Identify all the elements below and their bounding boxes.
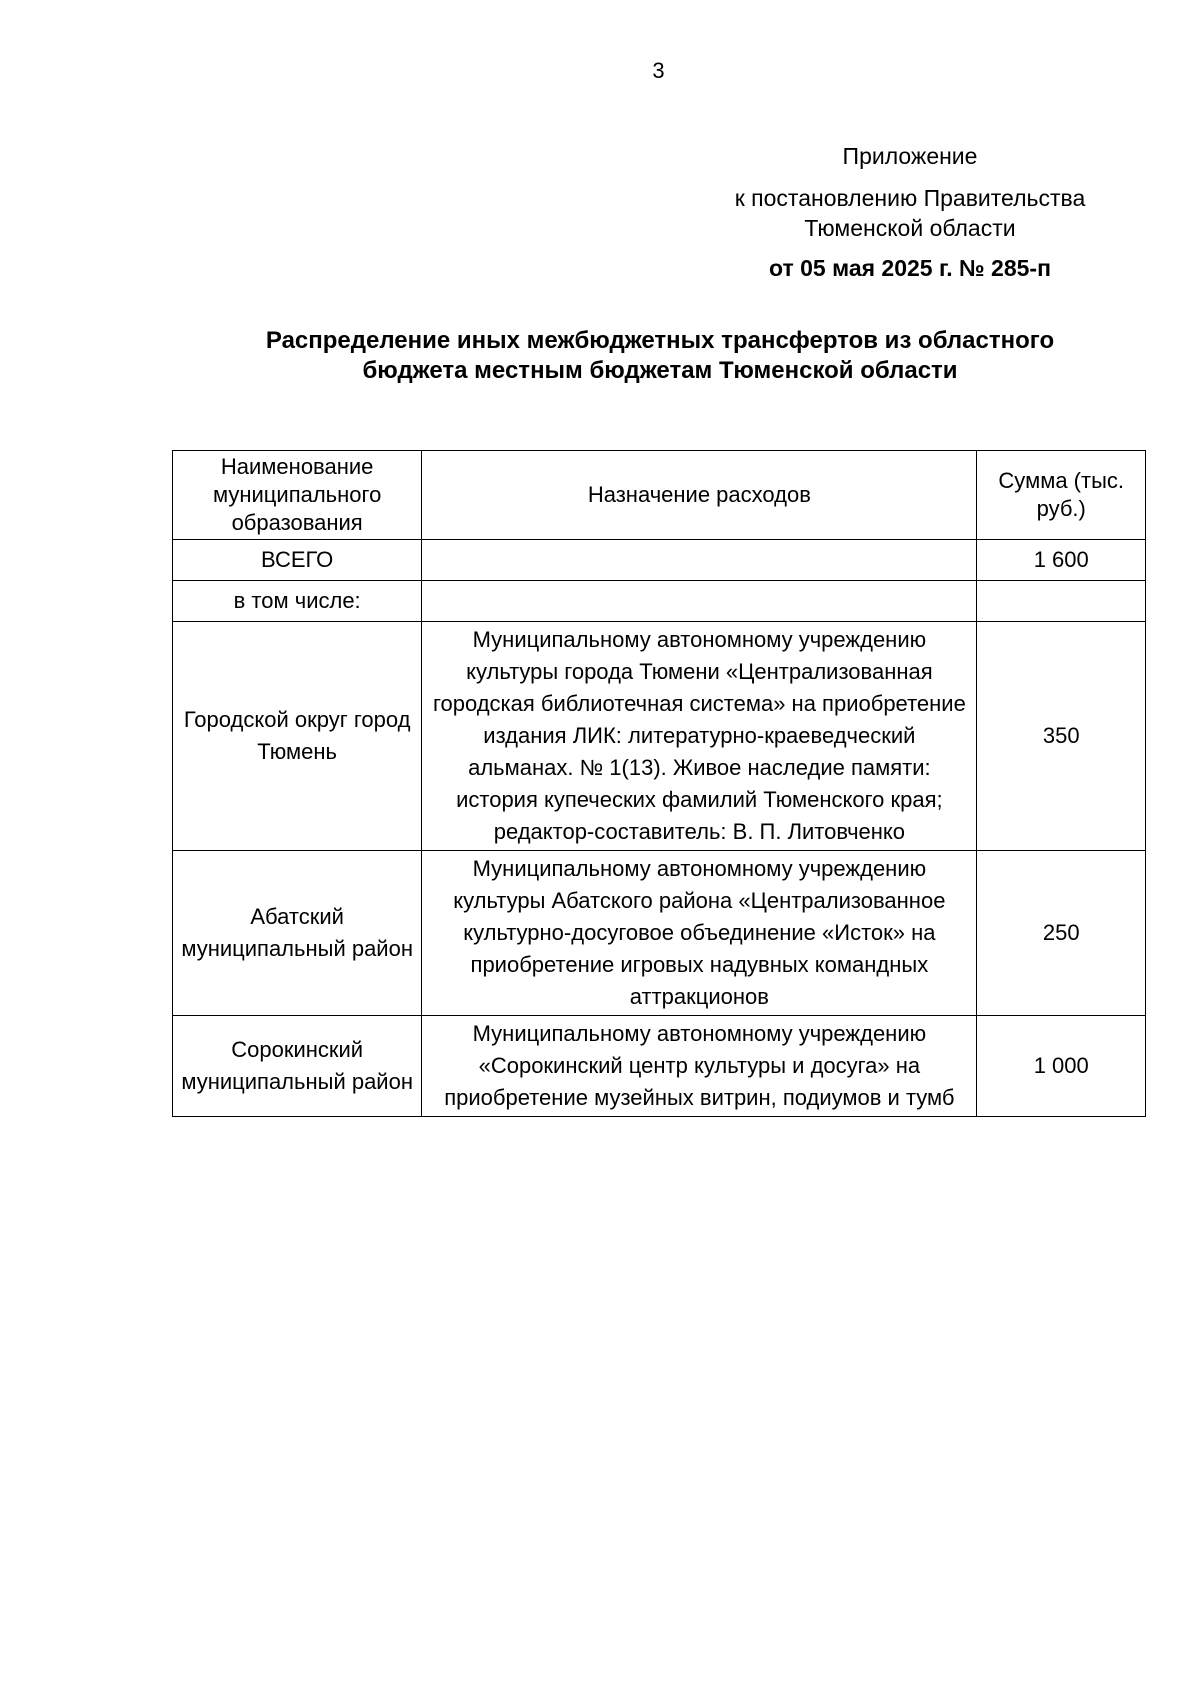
row-purpose: Муниципальному автономному учреждению культуры города Тюмени «Централизованная городская библиотечная система» на приобретение издания ЛИК: литературно-краеведческий альманах. № 1(13). Живое наследие памяти: история купеческих фамилий Тюменского края; редактор-составитель: В. П. Литовченко: [422, 622, 977, 851]
page-number: 3: [652, 58, 665, 83]
table-row: [173, 1016, 1146, 1117]
subheader-empty-amount: [977, 581, 1146, 622]
row-amount: 250: [977, 851, 1146, 1016]
row-amount: 350: [977, 622, 1146, 851]
budget-table: [172, 450, 1146, 1117]
header-municipality: Наименование муниципального образования: [173, 451, 422, 540]
appendix-block: [690, 141, 1130, 283]
table-header-row: [173, 451, 1146, 540]
row-purpose: Муниципальному автономному учреждению «Сорокинский центр культуры и досуга» на приобретение музейных витрин, подиумов и тумб: [422, 1016, 977, 1117]
document-title-line-2: бюджета местным бюджетам Тюменской области: [362, 357, 958, 384]
appendix-line-1: к постановлению Правительства: [734, 185, 1086, 211]
row-municipality: Абатский муниципальный район: [173, 851, 422, 1016]
appendix-line-2: Тюменской области: [804, 215, 1016, 241]
table-row: [173, 851, 1146, 1016]
document-title-line-1: Распределение иных межбюджетных трансфертов из областного: [265, 327, 1055, 354]
subheader-empty-purpose: [422, 581, 977, 622]
header-amount: Сумма (тыс. руб.): [977, 451, 1146, 540]
total-purpose: [422, 540, 977, 581]
table-row: [173, 622, 1146, 851]
appendix-date-line: от 05 мая 2025 г. № 285-п: [769, 255, 1051, 281]
total-amount: 1 600: [977, 540, 1146, 581]
document-title: [160, 326, 1160, 386]
row-municipality: Сорокинский муниципальный район: [173, 1016, 422, 1117]
total-label: ВСЕГО: [173, 540, 422, 581]
table-row-total: [173, 540, 1146, 581]
table-row-subheader: [173, 581, 1146, 622]
row-purpose: Муниципальному автономному учреждению культуры Абатского района «Централизованное культурно-досуговое объединение «Исток» на приобретение игровых надувных командных аттракционов: [422, 851, 977, 1016]
row-municipality: Городской округ город Тюмень: [173, 622, 422, 851]
subheader-label: в том числе:: [173, 581, 422, 622]
appendix-title: Приложение: [842, 143, 978, 169]
header-purpose: Назначение расходов: [422, 451, 977, 540]
row-amount: 1 000: [977, 1016, 1146, 1117]
